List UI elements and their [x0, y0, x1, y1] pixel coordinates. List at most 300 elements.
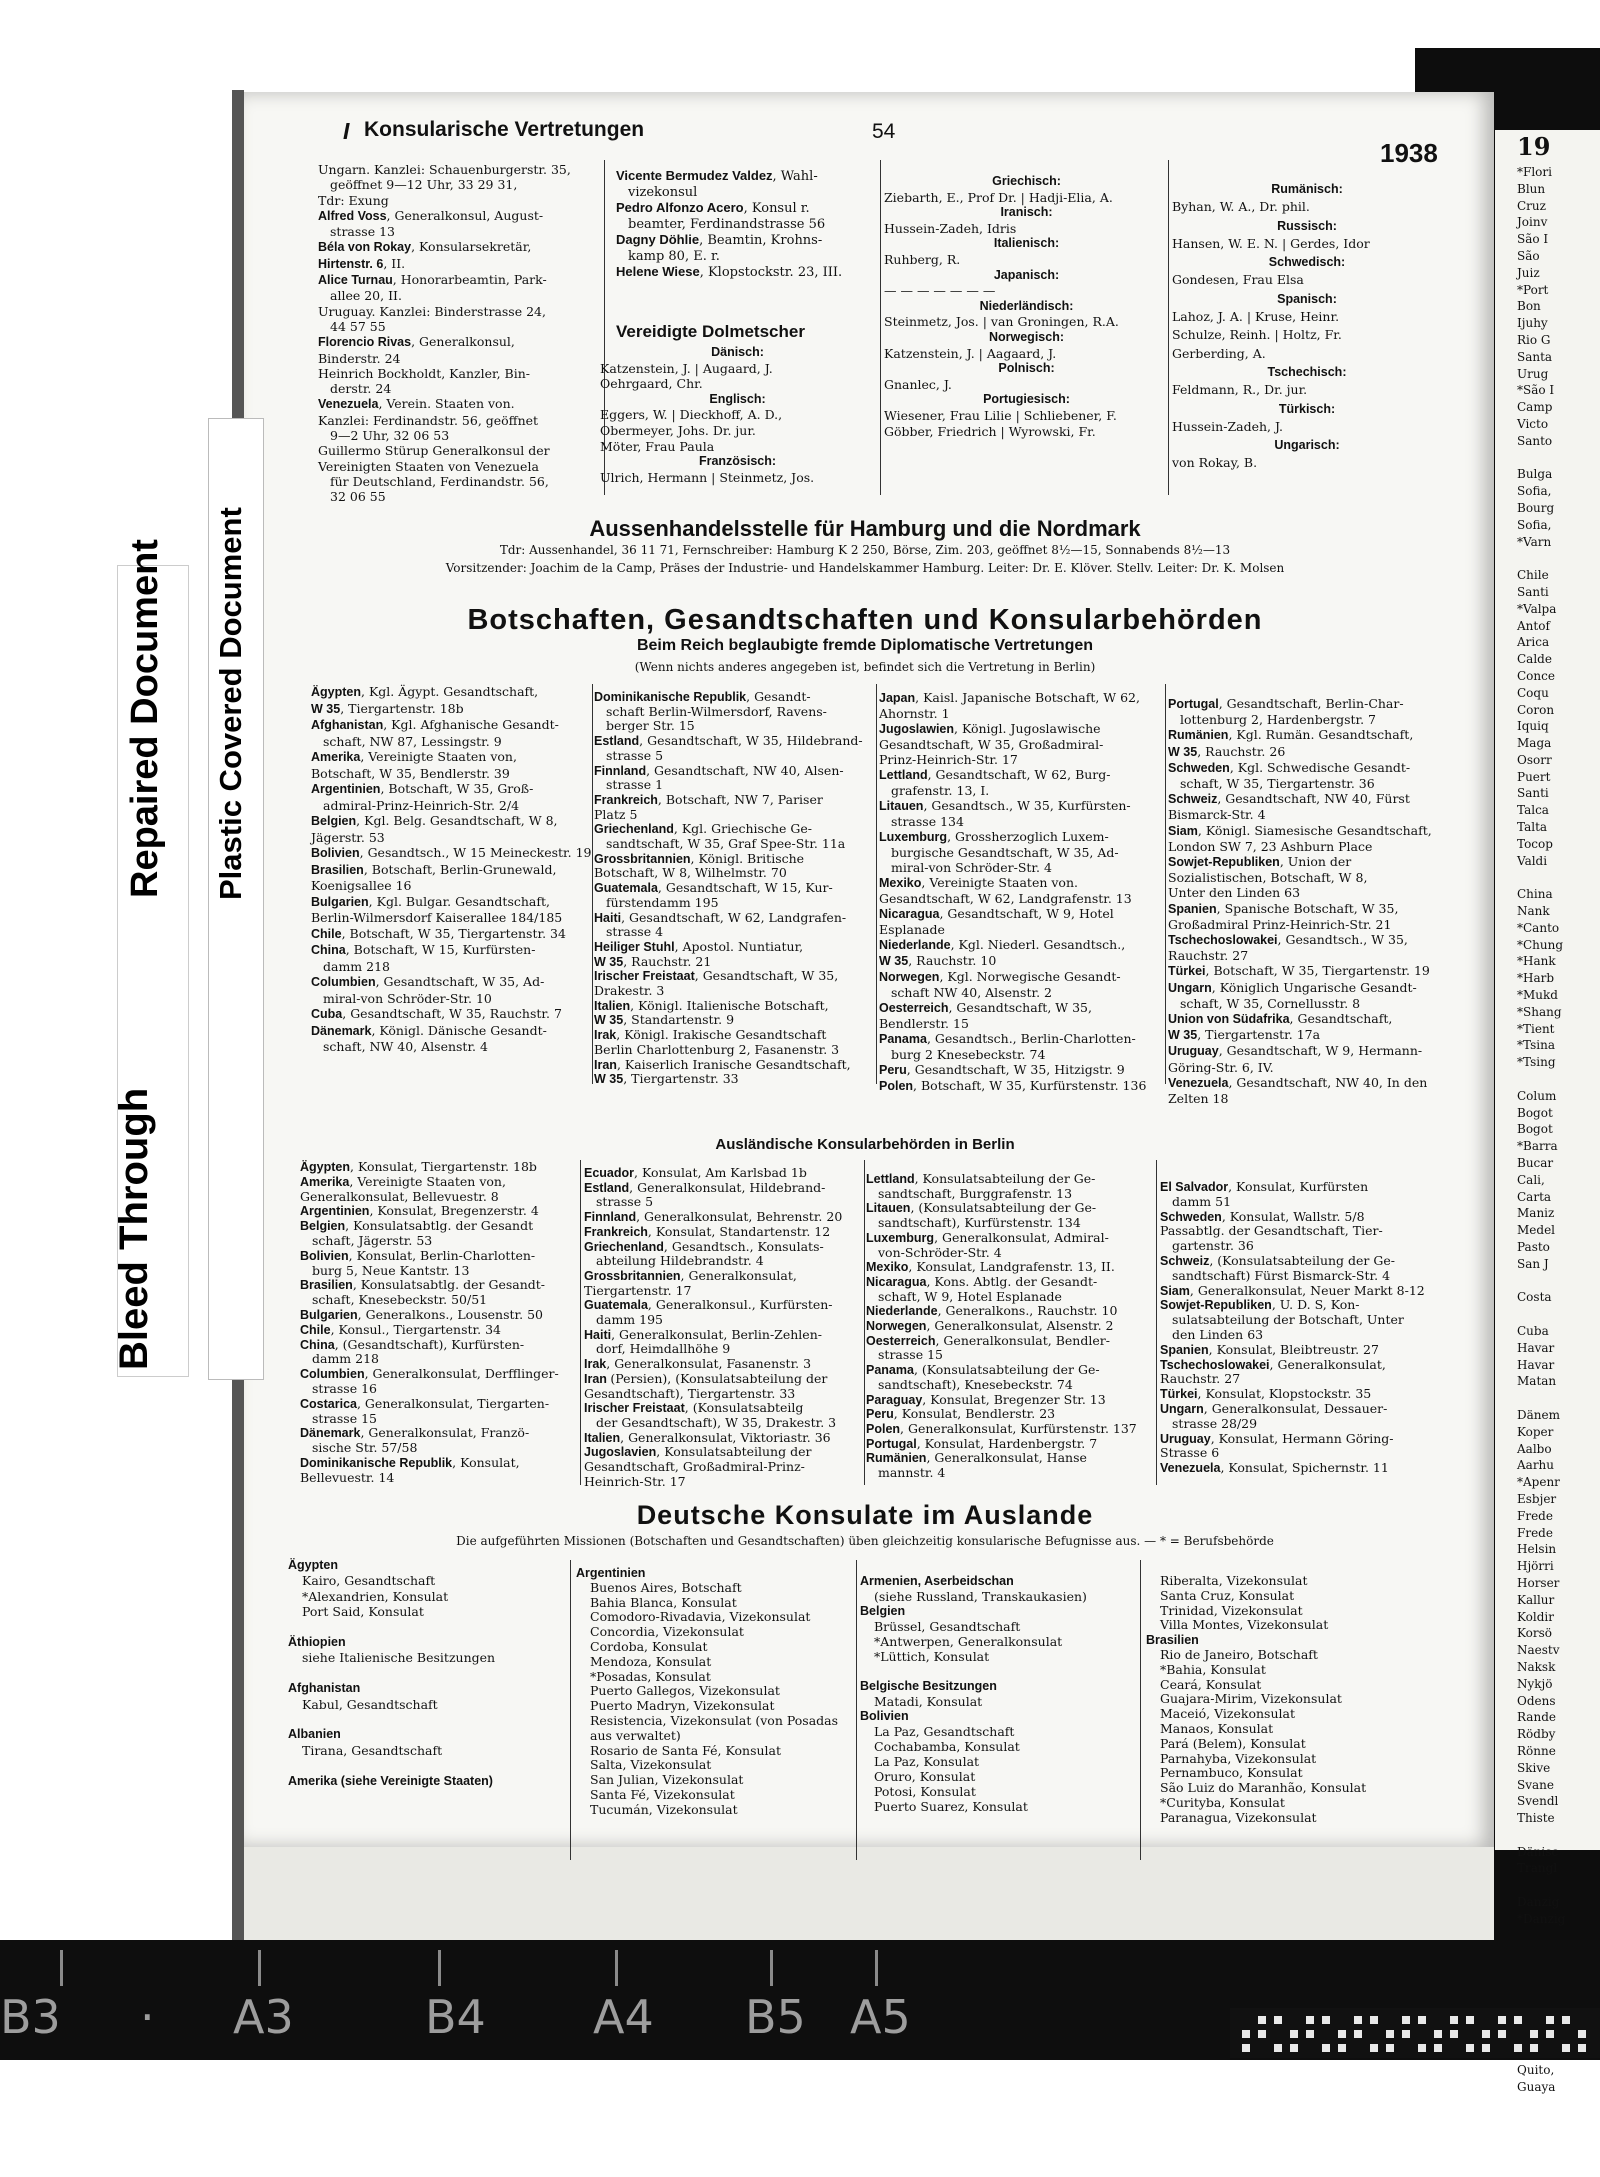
adjacent-page-line: Koldir — [1517, 1609, 1554, 1624]
target-dot — [1546, 2016, 1554, 2024]
adjacent-page-line: 19 — [1517, 132, 1551, 161]
ruler-label-b5: B5 — [745, 1990, 806, 2044]
adjacent-page-line: Rönne — [1517, 1743, 1556, 1758]
target-dot — [1498, 2030, 1506, 2038]
aussenhandel-line-1: Tdr: Aussenhandel, 36 11 71, Fernschreiber: Hamburg K 2 250, Börse, Zim. 203, geöffnet 8½—15, Sonnabends 8½—13 — [499, 543, 1231, 557]
text-line: Prinz-Heinrich-Str. 17 — [879, 752, 1018, 767]
text-line: Venezuela, Verein. Staaten von. — [318, 396, 515, 412]
text-line: Mexiko, Vereinigte Staaten von. — [879, 875, 1078, 890]
text-line: Berlin Charlottenburg 2, Fasanenstr. 3 — [594, 1041, 840, 1057]
text-line: Ruhberg, R. — [884, 251, 961, 267]
text-line: Paraguay, Konsulat, Bregenzer Str. 13 — [866, 1391, 1106, 1407]
running-title: Konsularische Vertretungen — [364, 118, 645, 141]
text-line: Brasilien — [1146, 1633, 1199, 1648]
adjacent-page-line: Esbjer — [1517, 1491, 1557, 1506]
text-line: Spanien, Konsulat, Bleibtreustr. 27 — [1160, 1341, 1379, 1357]
adjacent-page-line: *Barra — [1517, 1139, 1558, 1154]
text-line: Peru, Gesandtschaft, W 35, Hitzigstr. 9 — [879, 1062, 1125, 1077]
text-line: Kabul, Gesandtschaft — [302, 1696, 438, 1712]
text-line: Ungarn. Kanzlei: Schauenburgerstr. 35, — [318, 162, 571, 177]
adjacent-page-line — [1517, 1390, 1600, 1407]
text-line: strasse 134 — [891, 814, 964, 829]
text-line: Türkei, Botschaft, W 35, Tiergartenstr. 19 — [1168, 963, 1430, 979]
text-line: damm 195 — [596, 1312, 663, 1328]
text-line: Bismarck-Str. 4 — [1168, 807, 1266, 823]
adjacent-page-line: Blun — [1517, 181, 1546, 196]
adjacent-page-line: Odens — [1517, 1693, 1556, 1708]
adjacent-page-line: Sofia, — [1517, 517, 1552, 532]
text-line: strasse 13 — [330, 224, 395, 240]
text-line: aus verwaltet) — [590, 1727, 681, 1743]
text-line: Vereinigten Staaten von Venezuela — [318, 458, 539, 474]
target-dot — [1482, 2030, 1490, 2038]
text-line: Französisch: — [698, 454, 777, 469]
text-line: Obermeyer, Johs. Dr. jur. — [600, 422, 756, 438]
text-line: Polnisch: — [998, 361, 1055, 376]
botschaften-col-1 — [311, 684, 592, 1055]
text-line: Matadi, Konsulat — [874, 1694, 983, 1709]
target-dot — [1434, 2044, 1442, 2052]
text-line: Venezuela, Konsulat, Spichernstr. 11 — [1160, 1460, 1389, 1476]
target-dot — [1466, 2044, 1474, 2052]
text-line: Möter, Frau Paula — [600, 438, 715, 454]
ruler-tick — [615, 1950, 618, 1986]
text-line: Heinrich Bockholdt, Kanzler, Bin- — [318, 365, 531, 381]
adjacent-page-line: *Chung — [1517, 937, 1564, 952]
target-dot — [1466, 2016, 1474, 2024]
text-line: (siehe Russland, Transkaukasien) — [874, 1589, 1087, 1604]
text-line: Göbber, Friedrich | Wyrowski, Fr. — [884, 423, 1096, 439]
text-line: Dänemark, Königl. Dänische Gesandt- — [311, 1022, 547, 1038]
adjacent-page-line: Iquiq — [1517, 719, 1549, 734]
text-line: China, Botschaft, W 15, Kurfürsten- — [311, 942, 536, 957]
scan-background — [0, 0, 1600, 50]
text-line: Gnanlec, J. — [884, 376, 952, 392]
text-line: gartenstr. 36 — [1172, 1238, 1254, 1254]
text-line: Grossbritannien, Generalkonsulat, — [584, 1267, 797, 1283]
text-line: Pedro Alfonzo Acero, Konsul r. — [616, 200, 810, 216]
column-divider — [580, 1160, 581, 1485]
adjacent-page-line: Dänem — [1517, 1407, 1560, 1422]
konsular-col-2 — [584, 1166, 864, 1489]
text-line: Lettland, Gesandtschaft, W 62, Burg- — [879, 767, 1111, 782]
target-dot — [1386, 2030, 1394, 2038]
text-line: schaft, W 35, Tiergartenstr. 36 — [1180, 776, 1375, 792]
adjacent-page-line: Aarhu — [1517, 1458, 1555, 1473]
adjacent-page-line: Rödby — [1517, 1727, 1556, 1742]
adjacent-page-line: Camp — [1517, 400, 1553, 415]
text-line: kamp 80, E. r. — [628, 248, 720, 264]
adjacent-page-line — [1517, 1306, 1600, 1323]
dolmetscher-list-1 — [600, 345, 875, 485]
text-line: Botschaft, W 35, Bendlerstr. 39 — [311, 765, 510, 781]
text-line: Spanisch: — [1277, 291, 1337, 306]
text-line: *Alexandrien, Konsulat — [302, 1588, 449, 1604]
text-line: Parnahyba, Vizekonsulat — [1160, 1750, 1317, 1766]
adjacent-page-line: Pasto — [1517, 1240, 1550, 1254]
top-col-ungarn-uruguay-venezuela — [318, 162, 600, 505]
text-line: Haiti, Gesandtschaft, W 62, Landgrafen- — [594, 909, 847, 925]
text-line: Ägypten, Konsulat, Tiergartenstr. 18b — [300, 1159, 537, 1174]
adjacent-page-line: *Canto — [1517, 920, 1560, 935]
adjacent-page-line: Bulga — [1517, 467, 1553, 482]
text-line: burg 5, Neue Kantstr. 13 — [312, 1262, 470, 1278]
text-line: Irischer Freistaat, (Konsulatsabteilg — [584, 1400, 804, 1416]
text-line: Ägypten — [288, 1558, 338, 1572]
text-line: Puerto Gallegos, Vizekonsulat — [590, 1683, 780, 1699]
dolmetscher-list-2 — [884, 174, 1169, 439]
text-line: Schweden, Kgl. Schwedische Gesandt- — [1168, 759, 1411, 775]
adjacent-page-line: Bon — [1517, 299, 1541, 314]
adjacent-page-line: Bogot — [1517, 1105, 1553, 1120]
target-dot — [1306, 2016, 1314, 2024]
adjacent-page-line: Dänisc — [1517, 1844, 1559, 1859]
adjacent-page-line: Tocop — [1517, 836, 1553, 851]
text-line: Belgien, Kgl. Belg. Gesandtschaft, W 8, — [311, 813, 558, 828]
text-line: Chile, Konsul., Tiergartenstr. 34 — [300, 1321, 501, 1337]
adjacent-page-line: Conce — [1517, 668, 1555, 683]
text-line: Eggers, W. | Dieckhoff, A. D., — [600, 407, 783, 423]
text-line: schaft, Knesebeckstr. 50/51 — [312, 1292, 488, 1308]
text-line — [860, 1664, 1150, 1679]
text-line: 9—2 Uhr, 32 06 53 — [330, 428, 450, 444]
text-line: Schweden, Konsulat, Wallstr. 5/8 — [1160, 1208, 1365, 1224]
text-line: Oesterreich, Generalkonsulat, Bendler- — [866, 1332, 1110, 1348]
text-line: miral-von Schröder-Str. 10 — [323, 990, 492, 1006]
text-line: vizekonsul — [628, 184, 698, 200]
adjacent-page-line: Kallur — [1517, 1592, 1555, 1607]
text-line: der Gesandtschaft), W 35, Drakestr. 3 — [596, 1414, 837, 1430]
text-line: Byhan, W. A., Dr. phil. — [1172, 199, 1310, 215]
text-line: Oesterreich, Gesandtschaft, W 35, — [879, 1000, 1092, 1015]
text-line: burg 2 Knesebeckstr. 74 — [891, 1047, 1046, 1062]
text-line: Kanzlei: Ferdinandstr. 56, geöffnet — [318, 412, 539, 428]
text-line: Argentinien, Botschaft, W 35, Groß- — [311, 781, 534, 796]
text-line: Paranagua, Vizekonsulat — [1160, 1809, 1317, 1825]
target-dot — [1306, 2030, 1314, 2038]
adjacent-page-line: *Shang — [1517, 1004, 1562, 1019]
text-line: *Curityba, Konsulat — [1160, 1794, 1285, 1810]
text-line: Rio de Janeiro, Botschaft — [1160, 1646, 1318, 1662]
adjacent-page-line: Svane — [1517, 1777, 1554, 1792]
adjacent-page-line: *Varn — [1517, 534, 1552, 549]
text-line: Esplanade — [879, 922, 945, 937]
text-line: Union von Südafrika, Gesandtschaft, — [1168, 1011, 1393, 1027]
text-line: Finnland, Generalkonsulat, Behrenstr. 20 — [584, 1209, 843, 1225]
text-line: Zelten 18 — [1168, 1091, 1229, 1107]
target-dot — [1578, 2030, 1586, 2038]
adjacent-page-line: Bucar — [1517, 1156, 1554, 1171]
ruler-label-b4: B4 — [425, 1990, 486, 2044]
text-line: schaft, NW 87, Lessingstr. 9 — [323, 733, 502, 749]
text-line: Chile, Botschaft, W 35, Tiergartenstr. 34 — [311, 925, 566, 941]
text-line: geöffnet 9—12 Uhr, 33 29 31, — [330, 177, 518, 193]
text-line: strasse 5 — [606, 747, 664, 763]
botschaften-col-4 — [1168, 696, 1443, 1106]
text-line — [288, 1712, 568, 1727]
adjacent-page-line: Guaya — [1517, 2079, 1556, 2094]
adjacent-page-line: São — [1517, 248, 1540, 263]
target-dot — [1370, 2016, 1378, 2024]
text-line: Amerika, Vereinigte Staaten von, — [300, 1173, 506, 1189]
text-line: Maceió, Vizekonsulat — [1160, 1706, 1295, 1722]
text-line: Italien, Königl. Italienische Botschaft, — [594, 997, 829, 1013]
text-line: Cochabamba, Konsulat — [874, 1739, 1020, 1754]
target-dot — [1290, 2030, 1298, 2038]
text-line: Tschechoslowakei, Generalkonsulat, — [1160, 1356, 1386, 1372]
adjacent-page-line: Sofia, — [1517, 484, 1552, 499]
text-line: Vicente Bermudez Valdez, Wahl- — [616, 168, 818, 184]
adjacent-page-line: Svendl — [1517, 1794, 1559, 1809]
target-dot — [1402, 2030, 1410, 2038]
adjacent-page-line: *Flori — [1517, 165, 1552, 179]
adjacent-page-line: Quito, — [1517, 2063, 1555, 2078]
text-line: lottenburg 2, Hardenbergstr. 7 — [1180, 712, 1377, 728]
text-line: Ungarn, Generalkonsulat, Dessauer- — [1160, 1400, 1388, 1416]
text-line: Belgien, Konsulatsabtlg. der Gesandt — [300, 1218, 534, 1234]
text-line: strasse 5 — [596, 1194, 654, 1210]
text-line: allee 20, II. — [330, 288, 402, 304]
target-dot — [1418, 2044, 1426, 2052]
text-line: Russisch: — [1277, 218, 1337, 233]
target-dot — [1514, 2044, 1522, 2052]
target-dot — [1338, 2030, 1346, 2038]
botschaften-col-2 — [594, 690, 874, 1087]
text-line: Steinmetz, Jos. | van Groningen, R.A. — [884, 314, 1119, 330]
text-line: W 35, Rauchstr. 10 — [879, 953, 997, 968]
text-line: Passabtlg. der Gesandtschaft, Tier- — [1160, 1223, 1383, 1239]
adjacent-page-line: Colum — [1517, 1088, 1557, 1103]
text-line: Platz 5 — [594, 806, 638, 822]
target-dot — [1578, 2044, 1586, 2052]
target-dot — [1482, 2044, 1490, 2052]
text-line: — — — — — — — — [884, 283, 996, 299]
adjacent-page-line: Havar — [1517, 1340, 1555, 1355]
text-line: Salta, Vizekonsulat — [590, 1757, 712, 1773]
text-line: strasse 4 — [606, 924, 664, 940]
text-line: W 35, Tiergartenstr. 17a — [1168, 1027, 1321, 1043]
text-line: *Antwerpen, Generalkonsulat — [874, 1634, 1063, 1649]
target-dot — [1242, 2044, 1250, 2052]
adjacent-page-line: Trangl — [1517, 1861, 1558, 1876]
ruler-tick — [875, 1950, 878, 1986]
text-line: Guatemala, Gesandtschaft, W 15, Kur- — [594, 880, 833, 896]
text-line: Sowjet-Republiken, U. D. S, Kon- — [1160, 1297, 1360, 1313]
text-line: Litauen, Gesandtsch., W 35, Kurfürsten- — [879, 798, 1131, 813]
adjacent-page-line: Coqu — [1517, 685, 1549, 700]
text-line: strasse 1 — [606, 777, 664, 793]
target-dot — [1290, 2044, 1298, 2052]
adjacent-page-line: *Tsina — [1517, 1038, 1556, 1053]
text-line: Tucumán, Vizekonsulat — [590, 1801, 738, 1817]
text-line: Buenos Aires, Botschaft — [590, 1579, 742, 1595]
adjacent-page-line: Puert — [1517, 769, 1551, 784]
text-line: Gerberding, A. — [1172, 345, 1266, 361]
ruler-dot: · — [140, 1990, 155, 2044]
text-line: *Lüttich, Konsulat — [874, 1649, 990, 1664]
text-line: Litauen, (Konsulatsabteilung der Ge- — [866, 1200, 1097, 1216]
text-line: Binderstr. 24 — [318, 350, 401, 366]
text-line: Heiliger Stuhl, Apostol. Nuntiatur, — [594, 938, 804, 954]
text-line: Jugoslawien, Königl. Jugoslawische — [879, 721, 1101, 736]
text-line: Armenien, Aserbeidschan — [860, 1574, 1014, 1588]
adjacent-page-line: Naestv — [1517, 1643, 1560, 1658]
text-line: Jugoslavien, Konsulatsabteilung der — [584, 1444, 812, 1460]
text-line: Generalkonsulat, Bellevuestr. 8 — [300, 1188, 499, 1204]
dolmetscher-title: Vereidigte Dolmetscher — [616, 322, 805, 341]
text-line: Uruguay. Kanzlei: Binderstrasse 24, — [318, 303, 546, 319]
text-line: Katzenstein, J. | Aagaard, J. — [884, 345, 1057, 361]
text-line: Bolivien, Gesandtsch., W 15 Meineckestr. 19 — [311, 845, 592, 860]
text-line: Argentinien — [576, 1566, 646, 1580]
text-line: Irak, Königl. Irakische Gesandtschaft — [594, 1027, 827, 1043]
aussenhandel-title: Aussenhandelsstelle für Hamburg und die Nordmark — [589, 516, 1141, 541]
target-dot — [1402, 2016, 1410, 2024]
target-dot — [1450, 2016, 1458, 2024]
text-line: La Paz, Konsulat — [874, 1754, 980, 1769]
ruler-label-a5: A5 — [850, 1990, 911, 2044]
text-line: Ahornstr. 1 — [879, 706, 950, 721]
column-divider — [1156, 1160, 1157, 1485]
target-dot — [1338, 2044, 1346, 2052]
target-dot — [1530, 2044, 1538, 2052]
repaired-document-label: Repaired Document — [124, 539, 166, 898]
text-line: Ulrich, Hermann | Steinmetz, Jos. — [600, 469, 815, 485]
text-line: Polen, Botschaft, W 35, Kurfürstenstr. 136 — [879, 1078, 1147, 1093]
text-line: Bulgarien, Generalkons., Lousenstr. 50 — [300, 1306, 543, 1322]
text-line: Frankreich, Botschaft, NW 7, Pariser — [594, 791, 823, 807]
text-line: Guajara-Mirim, Vizekonsulat — [1160, 1691, 1342, 1707]
text-line: Port Said, Konsulat — [302, 1604, 424, 1620]
adjacent-page-line: *Harb — [1517, 971, 1555, 986]
adjacent-page-line: Frede — [1517, 1525, 1553, 1540]
adjacent-page-line: Helsin — [1517, 1542, 1557, 1557]
adjacent-page-line: Calde — [1517, 652, 1552, 667]
adjacent-page-line: *Tsing — [1517, 1055, 1556, 1070]
text-line: Villa Montes, Vizekonsulat — [1160, 1617, 1329, 1633]
target-dot — [1418, 2016, 1426, 2024]
adjacent-page-line — [1517, 1071, 1600, 1088]
target-dot — [1498, 2016, 1506, 2024]
adjacent-page-line: Coron — [1517, 702, 1555, 717]
text-line: Göring-Str. 6, IV. — [1168, 1059, 1274, 1075]
adjacent-page-line: Joinv — [1517, 215, 1548, 230]
text-line: Bolivien, Konsulat, Berlin-Charlotten- — [300, 1247, 536, 1263]
text-line: für Deutschland, Ferdinandstr. 56, — [330, 473, 549, 489]
text-line: Nicaragua, Gesandtschaft, W 9, Hotel — [879, 906, 1114, 921]
text-line: fürstendamm 195 — [606, 894, 719, 910]
text-line: siehe Italienische Besitzungen — [302, 1650, 496, 1666]
text-line: Irak, Generalkonsulat, Fasanenstr. 3 — [584, 1356, 812, 1372]
ruler-label-b3: B3 — [0, 1990, 61, 2044]
text-line: Cuba, Gesandtschaft, W 35, Rauchstr. 7 — [311, 1006, 562, 1021]
text-line: Guatemala, Generalkonsul., Kurfürsten- — [584, 1297, 833, 1313]
text-line: Siam, Generalkonsulat, Neuer Markt 8-12 — [1160, 1282, 1425, 1298]
botschaften-col-3 — [879, 690, 1162, 1094]
text-line: Bulgarien, Kgl. Bulgar. Gesandtschaft, — [311, 893, 550, 909]
adjacent-page-line: Hjörri — [1517, 1559, 1554, 1574]
text-line: sandtschaft) Fürst Bismarck-Str. 4 — [1172, 1267, 1391, 1283]
text-line: schaft, W 9, Hotel Esplanade — [878, 1288, 1062, 1304]
text-line: Hussein-Zadeh, Idris — [884, 220, 1017, 236]
text-line: Iranisch: — [1000, 205, 1053, 220]
adjacent-page-line: Skive — [1517, 1760, 1551, 1775]
text-line: Jägerstr. 53 — [311, 829, 385, 845]
adjacent-page-line: São I — [1517, 232, 1549, 247]
text-line: Oehrgaard, Chr. — [600, 376, 703, 392]
text-line: El Salvador, Konsulat, Kurfürsten — [1160, 1179, 1369, 1194]
text-line: Riberalta, Vizekonsulat — [1160, 1573, 1308, 1588]
column-divider — [1168, 160, 1169, 495]
text-line: Äthiopien — [288, 1635, 346, 1650]
text-line: Afghanistan — [288, 1681, 361, 1696]
text-line: Ceará, Konsulat — [1160, 1676, 1262, 1692]
adjacent-page-line: *Apenr — [1517, 1475, 1560, 1490]
text-line: Rumänisch: — [1271, 182, 1343, 196]
adjacent-page-line: *Valpa — [1517, 601, 1557, 616]
text-line: Frankreich, Konsulat, Standartenstr. 12 — [584, 1223, 831, 1239]
adjacent-page-line — [1517, 1273, 1600, 1290]
text-line: schaft, Jägerstr. 53 — [312, 1232, 433, 1248]
adjacent-page-line: Victo — [1517, 416, 1549, 431]
text-line: Haiti, Generalkonsulat, Berlin-Zehlen- — [584, 1326, 822, 1342]
text-line: Türkisch: — [1278, 401, 1336, 416]
ruler-tick — [258, 1950, 261, 1986]
text-line: sandtschaft), Knesebeckstr. 74 — [878, 1376, 1073, 1392]
target-dot — [1530, 2030, 1538, 2038]
adjacent-page-line: Chile — [1517, 568, 1549, 583]
text-line: Ziebarth, E., Prof Dr. | Hadji-Elia, A. — [884, 189, 1113, 205]
konsular-col-1 — [300, 1160, 578, 1486]
target-dot — [1514, 2016, 1522, 2024]
adjacent-page-line: Cali, — [1517, 1172, 1545, 1187]
text-line: Oruro, Konsulat — [874, 1769, 976, 1784]
text-line: Argentinien, Konsulat, Bregenzerstr. 4 — [300, 1203, 539, 1219]
target-dot — [1242, 2030, 1250, 2038]
adjacent-page-line: China — [1517, 887, 1553, 902]
text-line — [288, 1666, 568, 1681]
target-dot — [1274, 2016, 1282, 2024]
adjacent-page-line — [1517, 550, 1600, 567]
text-line: Gesandtschaft, Großadmiral-Prinz- — [584, 1459, 805, 1475]
text-line: Schwedisch: — [1268, 255, 1346, 270]
target-dot — [1546, 2030, 1554, 2038]
text-line: beamter, Ferdinandstrasse 56 — [628, 216, 826, 232]
text-line: von Rokay, B. — [1172, 455, 1258, 471]
adjacent-page-strip — [1495, 130, 1600, 2094]
adjacent-page-line: Talta — [1517, 820, 1548, 835]
text-line: Gesandtschaft, W 35, Großadmiral- — [879, 737, 1104, 752]
text-line: Peru, Konsulat, Bendlerstr. 23 — [866, 1406, 1056, 1422]
adjacent-page-line: Havar — [1517, 1357, 1555, 1372]
text-line: Hussein-Zadeh, J. — [1172, 418, 1283, 434]
deutsche-col-3 — [860, 1574, 1150, 1814]
text-line: Iran, Kaiserlich Iranische Gesandtschaft, — [594, 1056, 851, 1072]
text-line: W 35, Standartenstr. 9 — [594, 1012, 735, 1028]
adjacent-page-line: Santi — [1517, 584, 1549, 599]
text-line: Hirtenstr. 6, II. — [318, 255, 406, 271]
text-line: Feldmann, R., Dr. jur. — [1172, 382, 1308, 398]
text-line: burgische Gesandtschaft, W 35, Ad- — [891, 845, 1119, 860]
page-number: 54 — [872, 120, 896, 143]
deutsche-col-4 — [1146, 1574, 1426, 1826]
text-line: Amerika (siehe Vereinigte Staaten) — [288, 1773, 493, 1788]
text-line: Columbien, Generalkonsulat, Derfflinger- — [300, 1366, 559, 1382]
text-line: Manaos, Konsulat — [1160, 1720, 1274, 1736]
konsular-title: Ausländische Konsularbehörden in Berlin — [715, 1136, 1015, 1153]
text-line: Bendlerstr. 15 — [879, 1016, 969, 1031]
target-dot — [1258, 2030, 1266, 2038]
